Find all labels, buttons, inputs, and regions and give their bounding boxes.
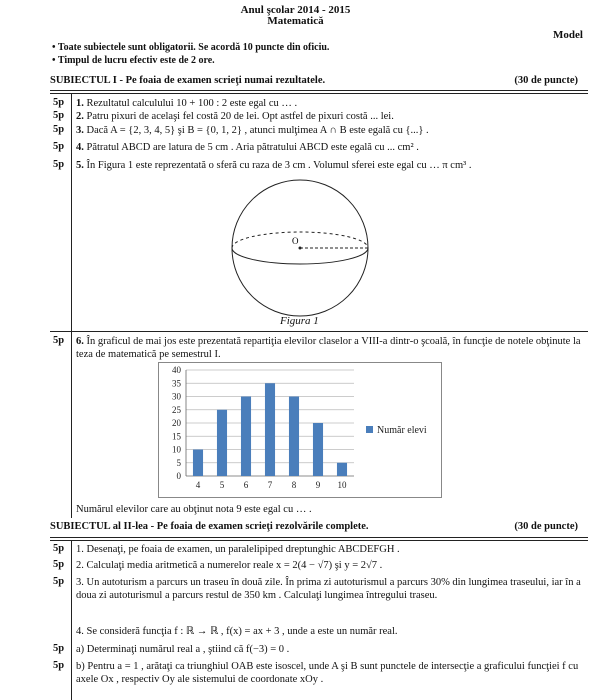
x-tick-label: 7 [267,480,273,490]
points-label: 5p [53,97,65,108]
bar [193,450,203,477]
equator-back [232,232,368,248]
x-tick-label: 5 [219,480,225,490]
rules-list [52,41,329,67]
y-tick-label: 30 [172,391,181,402]
x-tick-label: 4 [195,480,201,490]
points-label: 5p [53,576,65,587]
bar [265,383,275,476]
question-text: a) Determinaţi numărul real a , ştiind că f(−3) = 0 . [76,644,290,655]
question-text: 4. Pătratul ABCD are latura de 5 cm . Aria pătratului ABCD este egală cu ... cm² . [76,142,419,153]
question-text: 3. Dacă A = {2, 3, 4, 5} şi B = {0, 1, 2} , atunci mulţimea A ∩ B este egală cu {...} . [76,125,429,136]
section-2-title: SUBIECTUL al II-lea - Pe foaia de examen scrieţi rezolvările complete. [50,521,369,532]
question-text: 4. Se consideră funcţia f : ℝ → ℝ , f(x) = ax + 3 , unde a este un număr real. [76,626,398,637]
points-label: 5p [53,559,65,570]
question-text: 5. În Figura 1 este reprezentată o sferă cu raza de 3 cm . Volumul sferei este egal cu … π cm³ . [76,160,472,171]
x-tick-label: 9 [315,480,321,490]
x-tick-label: 6 [243,480,249,490]
question-text: 1. Desenaţi, pe foaia de examen, un paralelipiped dreptunghic ABCDEFGH . [76,544,400,555]
bar [313,423,323,476]
model-label: Model [553,29,583,41]
points-label: 5p [53,141,65,152]
points-label: 5p [53,124,65,135]
subject-title: Matematică [267,15,324,27]
legend-label: Număr elevi [377,425,427,436]
y-tick-label: 10 [172,444,181,455]
y-tick-label: 35 [172,378,181,389]
points-label: 5p [53,159,65,170]
divider [50,537,588,538]
question-text: Numărul elevilor care au obţinut nota 9 este egal cu … . [76,504,312,515]
question-text: 6. În graficul de mai jos este prezentată repartiţia elevilor claselor a VIII-a dintr-o şcoală, în funcţie de notele obţinute la teza de matematică pe semestrul I. [76,336,581,360]
divider [50,90,588,91]
rule-item: • Toate subiectele sunt obligatorii. Se acordă 10 puncte din oficiu. [52,41,329,54]
points-label: 5p [53,543,65,554]
section-1-points: (30 de puncte) [514,75,578,86]
bar [217,410,227,476]
y-tick-label: 0 [176,471,181,481]
y-tick-label: 15 [172,431,181,442]
section-1-header [50,75,586,86]
question-text: 2. Patru pixuri de acelaşi fel costă 20 de lei. Opt astfel de pixuri costă ... lei. [76,111,394,122]
points-column-divider [71,540,72,700]
points-column-divider [71,93,72,518]
rule-item: • Timpul de lucru efectiv este de 2 ore. [52,54,329,67]
points-label: 5p [53,643,65,654]
grades-bar-chart [158,362,442,498]
question-text: b) Pentru a = 1 , arătaţi ca triunghiul OAB este isoscel, unde A şi B sunt punctele de intersecţie a graficului funcţiei f cu axele Ox , respectiv Oy ale sistemului de coordonate xOy . [76,661,579,685]
question-text: 1. Rezultatul calculului 10 + 100 : 2 este egal cu … . [76,98,298,109]
points-label: 5p [53,335,65,346]
bar [289,397,299,477]
divider [50,93,588,94]
center-label: O [292,236,299,246]
divider [50,540,588,541]
figure-caption: Figura 1 [280,315,319,327]
center-point [299,247,302,250]
y-tick-label: 5 [176,457,181,468]
bar [241,397,251,477]
points-label: 5p [53,110,65,121]
x-tick-label: 8 [291,480,297,490]
school-year: Anul şcolar 2014 - 2015 [240,4,351,16]
y-tick-label: 25 [172,404,181,415]
divider [50,331,588,332]
legend-swatch [366,426,373,433]
bar [337,463,347,476]
section-2-points: (30 de puncte) [514,521,578,532]
section-1-title: SUBIECTUL I - Pe foaia de examen scrieţi numai rezultatele. [50,75,326,86]
question-text: 3. Un autoturism a parcurs un traseu în două zile. În prima zi autoturismul a parcurs 30% din lungimea traseului, iar în a doua zi autoturismul a parcurs restul de 350 km . Calculaţi lungimea întregului traseu. [76,577,581,601]
question-text: 2. Calculaţi media aritmetică a numerelor reale x = 2(4 − √7) şi y = 2√7 . [76,560,383,571]
y-tick-label: 20 [172,418,181,428]
points-label: 5p [53,660,65,671]
equator-front [232,248,368,264]
x-tick-label: 10 [337,480,347,490]
sphere-figure [230,178,370,318]
y-tick-label: 40 [172,365,181,375]
section-2-header [50,521,586,532]
